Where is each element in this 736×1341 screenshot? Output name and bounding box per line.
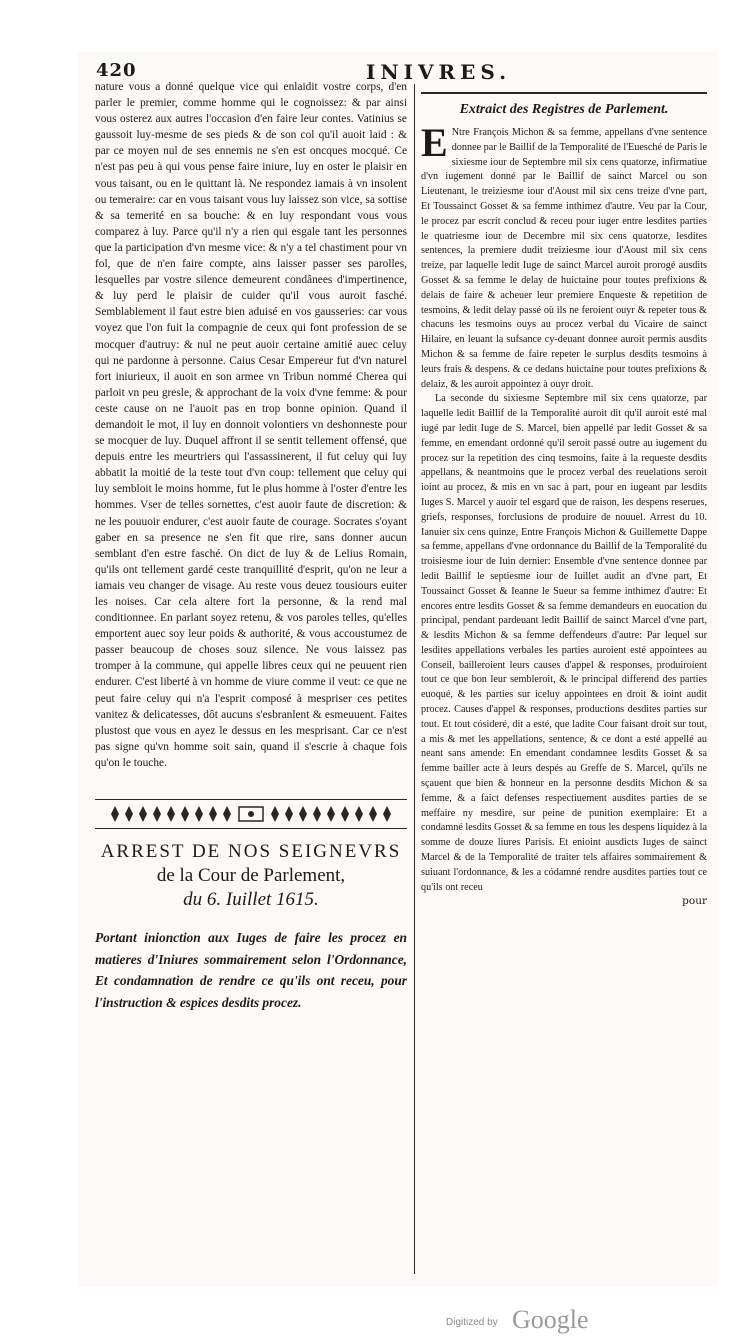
- book-page: [78, 52, 718, 1287]
- left-column: [95, 79, 407, 1026]
- column-divider: [414, 84, 415, 1274]
- page-number: 420: [96, 60, 137, 81]
- arrest-date: du 6. Iuillet 1615.: [183, 889, 319, 911]
- arrest-title: ARREST DE NOS SEIGNEVRS: [100, 841, 402, 863]
- catchword: pour: [682, 895, 707, 908]
- left-body-text: nature vous a donné quelque vice qui enlaidit vostre corps, d'en parler le premier, comme homme qui le cognoissez: & par ainsi vous osterez aux autres l'occasion d'en faire leur contes. Vatinius se gaussoit luy-mesme de ses pieds & de son col qu'il auoit laid : & par ce moyen nul de ses ennemis ne s'en est oncques mocqué. Ce n'est pas peu à qui vous pense faire iniure, luy en oster le plaisir en vous taisant, ou en le quittant là. Ne respondez iamais à vn insolent ou temeraire: car en vous taisant vous luy laissez son vice, sa sottise & sa temerité en sa bouche: & en luy respondant vous vous comparez à luy. Parce qu'il n'y a rien qui esgale tant les personnes que la participation d'vn mesme vice: & n'y a tel chastiment pour vn fol, que de n'en faire compte, ains laisser passer ses parolles, lesquelles par vostre silence demeurent condânees d'impertinence, & luy perd le plaisir de cuider qu'il vous auroit fasché. Semblablement il faut estre bien aduisé en vos gausseries: car vous voyez que l'on fuit la compagnie de ceux qui font profession de se mocquer d'autruy: & nul ne peut auoir certaine amitié auec celuy qui ne pardonne à personne. Caius Cesar Empereur fut d'vn naturel fort iniurieux, il auoit en son armee vn Tribun nommé Cherea qui parloit vn peu gresle, & approchant de la voix d'vne femme: & pour ceste cause on ne l'auoit pas en trop bonne opinion. Quand il demandoit le mot, il luy en donnoit volontiers vn deshonneste pour se mocquer de luy. Duquel affront il se sentit tellement offensé, que depuis entre les meurtriers qui l'assassinerent, il fut celuy qui luy abbatit la moitié de la teste tout d'vn coup: tellement que celuy qui luy sembloit le moins homme, fut le plus homme à l'oster d'entre les hommes. Vser de telles sornettes, c'est auoir faute de discretion: & ne les pouuoir endurer, c'est auoir faute de courage. Socrates s'oyant gaber en sa presence ne s'en fit que rire, sans donner aucun semblant d'en estre fasché. On dict de luy & de Lelius Romain, qu'ils ont tellement gardé ceste tranquillité d'esprit, qu'on ne leur a iamais veu changer de visage. Au reste vous deuez tousiours euiter les noises. Car cela altere fort la personne, & la rend mal conditionnee. En parlant soyez retenu, & vos paroles telles, qu'elles emportent auec soy leur poids & authorité, & vous accoustumez de passer beaucoup de choses souz silence. Ne vous laissez pas tromper à la commune, qui appelle libres ceux qui ne peuuent rien endurer. C'est liberté à vn homme de viure comme il veut: ce que ne peut faire celuy qui n'a l'esprit composé à mespriser ces petites vanitez & delicatesses, dôt aucuns s'esbranlent & esmeuuent. Faites plustost que vous en ayez le dessus en les mesprisant. Car ce n'est pas signe qu'vn homme soit sain, quand il s'escrie à chaque fois qu'on le touche.: [95, 81, 407, 769]
- extract-paragraph-1: ENtre François Michon & sa femme, appellans d'vne sentence donnee par le Baillif de la Temporalité de l'Euesché de Paris le sixiesme iour de Septembre mil six cens quatorze, infirmatiue d'vn iugement donné par le Baillif de sainct Marcel ou son Lieutenant, le treiziesme iour d'Aoust mil six cens treize d'vne part, Et Toussainct Gosset & sa femme inthimez d'autre. Veu par la Cour, le procez par escrit conclud & receu pour iuger entre lesdites parties le quatriesme iour de Decembre mil six cens quatorze, lesdites sentences, la premiere dudit treiziesme iour d'Aoust mil six cens treize, par laquelle ledit Iuge de sainct Marcel auroit prorogé ausdits Gosset & sa femme le delay de huictaine pour toutes prefixions & delais de faire & acheuer leur premiere Enqueste & repetition de tesmoins, & ledit delay passé où ils ne feroient ouyr & repeter tous & chacuns les tesmoins ouys au procez verbal du Vicaire de sainct Hilaire, en leuant la sufsance cy-deuant donnee auroit permis ausdits Michon & sa femme de faire repeter le surplus desdits tesmoins à leurs frais & despens. & ce dedans huictaine pour toutes prefixions & delaiz, & les auroit appointez à ouyr droit.: [421, 120, 707, 390]
- right-column: [421, 82, 707, 907]
- watermark-small-text: Digitized by: [446, 1317, 498, 1328]
- extract-paragraph-2: La seconde du sixiesme Septembre mil six cens quatorze, par laquelle ledit Baillif de la Temporalité auroit dit qu'il auroit esté mal iugé par ledit Iuge de S. Marcel, bien appellé par ledit Gosset & sa femme, en emendant ordonné qu'il seroit passé outre au iugement du procez sur la repetition des cinq tesmoins, faite à la requeste desdits appellans, & neantmoins que le procez verbal des reuelations seroit ioint au procez, & mis en vn sac à part, pour en iugeant par lesdits Iuges S. Marcel y auoir tel esgard que de raison, les despens reserues, griefs, responses, forclusions de produire de nouuel. Arrest du 10. Ianuier six cens quinze, Entre François Michon & Guillemette Dappe sa femme, appellans d'vne ordonnance du Baillif de la Temporalité du troisiesme iour de Iuin dernier: Ensemble d'vne sentence donnee par ledit Baillif le septiesme iour de Iuillet audit an d'vne part, Et Toussainct Gosset & Ieanne le Sueur sa femme inthimez d'autre: Et encores entre lesdits Gosset & sa femme demandeurs en euocation du principal, pendant pardeuant ledit Baillif de sainct Marcel d'vne part, & lesdits Michon & sa femme deffendeurs d'autre: Par lequel sur lesdites appellations verbales les parties auroient esté appointees au Conseil, bailleroient leurs causes d'appel & responses, produiroient tout ce que bon leur sembleroit, & le principal differend des parties euoqué, & les parties sur iceluy appointees en droit & ioint audit procez. Causes d'appel & responses, productions desdites parties sur tout. Et tout cósideré, dit a esté, que ladite Cour faisant droit sur tout, a mis & met les appellations, sentence, & ce dont a esté appellé au neant sans amende: En emendant condamnee lesdits Gosset & sa femme bailler acte à leurs despés au Greffe de S. Marcel, qu'ils ne sçauent que bien & honneur en la personne desdits Michon & sa femme, & a faict defenses respectiuement ausdites parties de se meffaire ny mesdire, sur peine de punition exemplaire: Et a condamné lesdits Gosset & sa femme en tous les despens liquidez à la somme de douze liures Parisis. Et enioint ausdicts Iuges de sainct Marcel & de la Temporalité de traiter tels affaires sommairement & suiuant l'ordonnance, & les a códamné rendre ausdites parties tout ce qu'ils ont receu: [421, 393, 707, 893]
- watermark-logo-text: Google: [512, 1305, 589, 1334]
- arrest-subtitle: de la Cour de Parlement,: [156, 865, 346, 887]
- arrest-summary: Portant inionction aux Iuges de faire les procez en matieres d'Iniures sommairement selon l'Ordonnance, Et condamnation de rendre ce qu'ils ont receu, pour l'instruction & espices desdits procez.: [95, 930, 407, 1010]
- digitized-watermark: [438, 1305, 698, 1337]
- extract-title: Extraict des Registres de Parlement.: [459, 102, 669, 117]
- running-head: INIVRES.: [366, 60, 512, 84]
- title-rule: [421, 92, 707, 94]
- ornament-band: [95, 799, 407, 829]
- fleuron-icon: [101, 803, 401, 825]
